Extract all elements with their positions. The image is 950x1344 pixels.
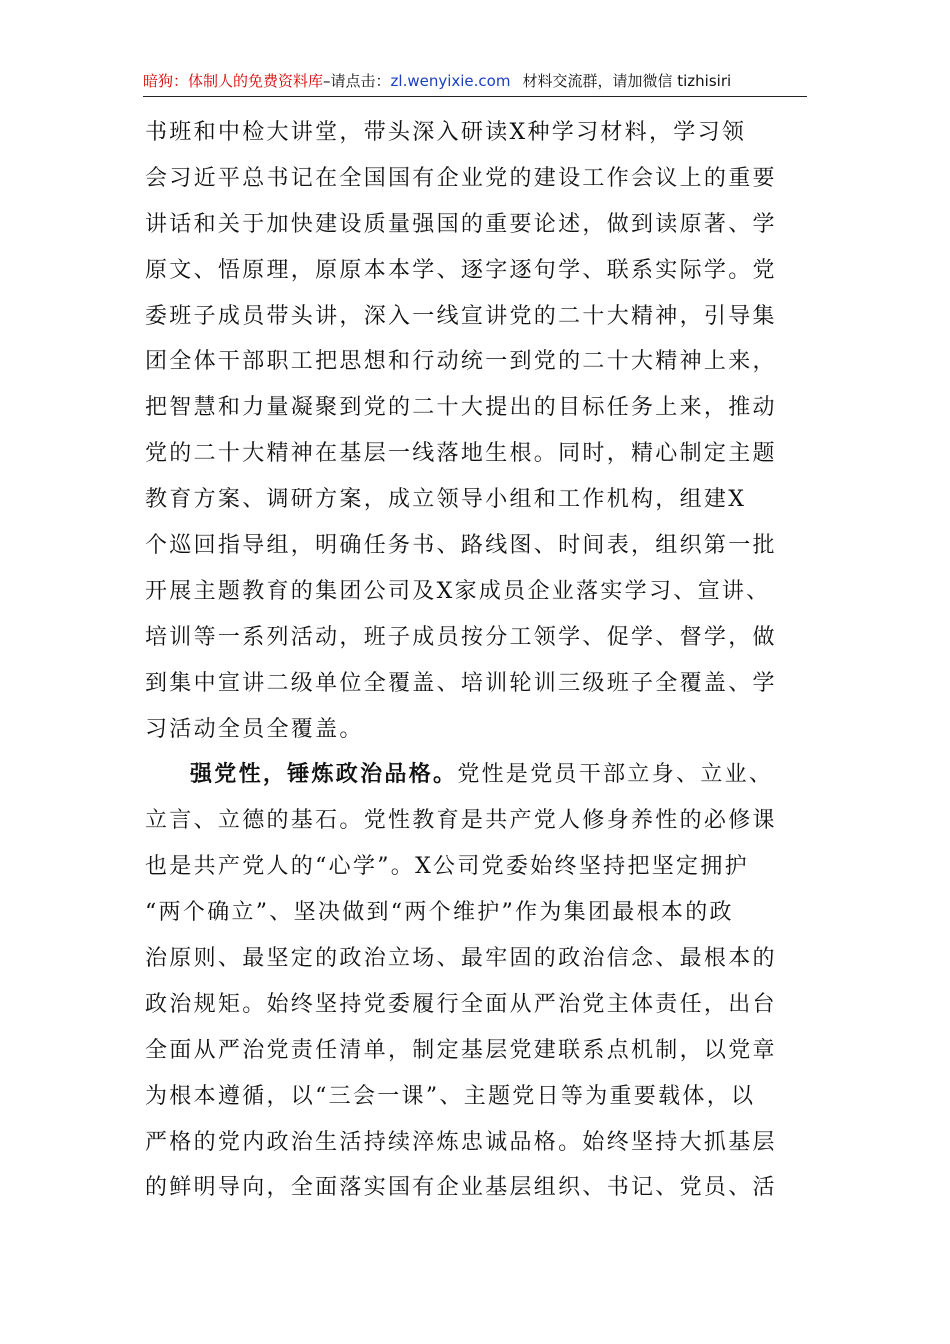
text-line: 书班和中检大讲堂，带头深入研读X种学习材料，学习领	[145, 120, 747, 145]
text-line: “两个确立”、坚决做到“两个维护”作为集团最根本的政	[145, 900, 734, 926]
paragraph-first-line	[145, 752, 810, 798]
text-line: 原文、悟原理，原原本本学、逐字逐句学、联系实际学。党	[145, 257, 777, 283]
page-header	[143, 66, 807, 97]
text-line: 把智慧和力量凝聚到党的二十大提出的目标任务上来，推动	[145, 395, 777, 421]
text-line: 培训等一系列活动，班子成员按分工领学、促学、督学，做	[145, 624, 777, 650]
text-line: 团全体干部职工把思想和行动统一到党的二十大精神上来，	[145, 349, 777, 375]
text-line: 政治规矩。始终坚持党委履行全面从严治党主体责任，出台	[145, 991, 777, 1017]
text-line: 立言、立德的基石。党性教育是共产党人修身养性的必修课	[145, 808, 777, 834]
text-line: 个巡回指导组，明确任务书、路线图、时间表，组织第一批	[145, 533, 777, 559]
header-contact: 材料交流群，请加微信 tizhisiri	[522, 72, 732, 90]
text-line: 习活动全员全覆盖。	[145, 716, 364, 742]
header-brand: 暗狗：体制人的免费资料库	[143, 72, 324, 90]
text-line: 的鲜明导向，全面落实国有企业基层组织、书记、党员、活	[145, 1175, 777, 1201]
text-line: 会习近平总书记在全国国有企业党的建设工作会议上的重要	[145, 165, 777, 191]
text-line: 委班子成员带头讲，深入一线宣讲党的二十大精神，引导集	[145, 303, 777, 329]
text-line: 也是共产党人的“心学”。X公司党委始终坚持把坚定拥护	[145, 854, 749, 880]
header-link[interactable]: zl.wenyixie.com	[390, 72, 511, 90]
header-prompt: –请点击：	[323, 72, 391, 90]
text-line: 全面从严治党责任清单，制定基层党建联系点机制，以党章	[145, 1037, 777, 1063]
text-line: 到集中宣讲二级单位全覆盖、培训轮训三级班子全覆盖、学	[145, 670, 777, 696]
text-line: 党的二十大精神在基层一线落地生根。同时，精心制定主题	[145, 441, 777, 467]
text-line: 教育方案、调研方案，成立领导小组和工作机构，组建X	[145, 487, 747, 513]
paragraph-heading: 强党性，锤炼政治品格。	[190, 761, 458, 788]
text-line: 治原则、最坚定的政治立场、最牢固的政治信念、最根本的	[145, 946, 777, 972]
text-line: 开展主题教育的集团公司及X家成员企业落实学习、宣讲、	[145, 578, 771, 604]
text-line: 严格的党内政治生活持续淬炼忠诚品格。始终坚持大抓基层	[145, 1129, 777, 1155]
document-body	[145, 110, 810, 1211]
text-line: 为根本遵循，以“三会一课”、主题党日等为重要载体，以	[145, 1083, 756, 1109]
text-line: 讲话和关于加快建设质量强国的重要论述，做到读原著、学	[145, 211, 777, 237]
paragraph-first-text: 党性是党员干部立身、立业、	[457, 762, 774, 788]
